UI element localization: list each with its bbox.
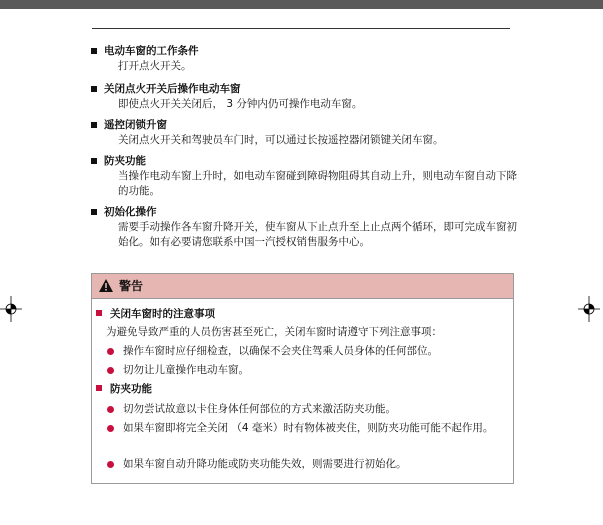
- warning-box: [91, 273, 514, 484]
- section-after-ignition-off: [104, 82, 524, 112]
- bullet-dot-icon: [107, 425, 114, 432]
- section-title: 初始化操作: [104, 206, 157, 218]
- section-anti-pinch: [104, 154, 524, 199]
- bullet-square-icon: [91, 48, 97, 54]
- registration-mark-right: [578, 296, 600, 322]
- bullet-square-icon: [91, 122, 97, 128]
- section-body: 当操作电动车窗上升时，如电动车窗碰到障碍物阻碍其自动上升，则电动车窗自动下降的功能。: [118, 170, 517, 197]
- section-remote-lock-close: [104, 118, 524, 148]
- warning-bullet: 操作车窗时应仔细检查，以确保不会夹住驾乘人员身体的任何部位。: [106, 344, 504, 359]
- section-title: 防夹功能: [104, 155, 146, 167]
- warning-label: 警告: [119, 279, 144, 293]
- warning-bullet: 切勿让儿童操作电动车窗。: [106, 363, 504, 378]
- section-title: 电动车窗的工作条件: [104, 45, 199, 57]
- bullet-square-icon: [91, 209, 97, 215]
- section-title: 关闭点火开关后操作电动车窗: [104, 83, 241, 95]
- warning-bullet: 如果车窗自动升降功能或防夹功能失效，则需要进行初始化。: [106, 457, 504, 472]
- section-title: 遥控闭锁升窗: [104, 119, 167, 131]
- top-bar: [0, 0, 603, 9]
- bullet-square-icon: [91, 86, 97, 92]
- warning-item-title: 关闭车窗时的注意事项: [96, 307, 215, 322]
- bullet-square-icon: [91, 158, 97, 164]
- bullet-dot-icon: [107, 461, 114, 468]
- warning-bullet: 切勿尝试故意以卡住身体任何部位的方式来激活防夹功能。: [106, 402, 504, 417]
- section-body: 需要手动操作各车窗升降开关，使车窗从下止点升至上止点两个循环，即可完成车窗初始化。如有必要请您联系中国一汽授权销售服务中心。: [118, 221, 517, 248]
- bullet-square-icon: [96, 310, 102, 316]
- bullet-dot-icon: [107, 367, 114, 374]
- warning-item-title: 防夹功能: [96, 382, 152, 397]
- warning-separator: [92, 298, 513, 299]
- header-rule: [92, 28, 510, 29]
- section-body: 关闭点火开关和驾驶员车门时，可以通过长按遥控器闭锁键关闭车窗。: [118, 134, 444, 146]
- warning-item-text: 为避免导致严重的人员伤害甚至死亡，关闭车窗时请遵守下列注意事项：: [106, 326, 442, 338]
- bullet-dot-icon: [107, 406, 114, 413]
- bullet-dot-icon: [107, 348, 114, 355]
- bullet-square-icon: [96, 385, 102, 391]
- section-initialization: [104, 205, 524, 250]
- warning-bullet: 如果车窗即将完全关闭 （4 毫米）时有物体被夹住，则防夹功能可能不起作用。: [106, 421, 504, 436]
- section-body: 打开点火开关。: [118, 60, 192, 72]
- section-operating-conditions: [104, 44, 524, 74]
- warning-header: [92, 274, 513, 298]
- registration-mark-left: [0, 296, 22, 322]
- warning-triangle-icon: [98, 278, 114, 293]
- section-body: 即使点火开关关闭后， 3 分钟内仍可操作电动车窗。: [118, 98, 363, 110]
